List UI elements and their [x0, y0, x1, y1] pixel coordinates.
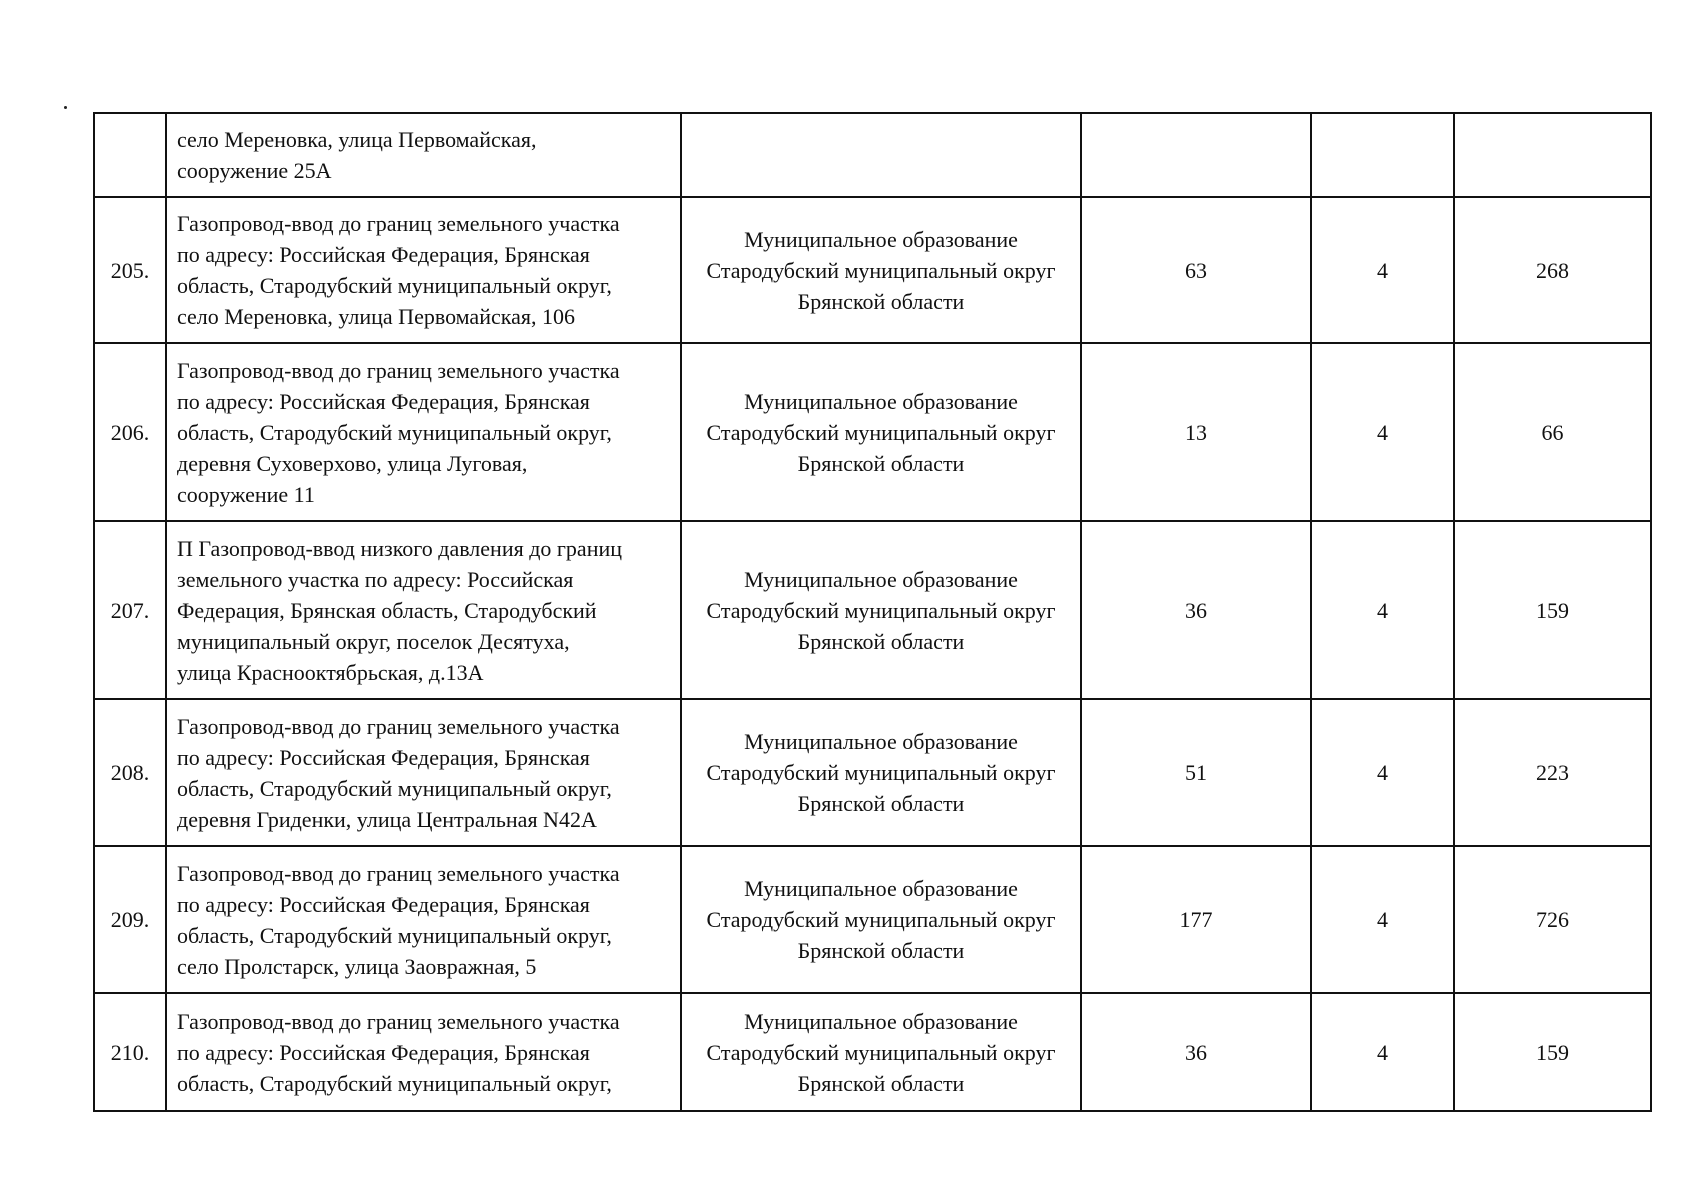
owner-cell — [681, 113, 1081, 197]
owner-line: Брянской области — [797, 1070, 965, 1096]
description-line: по адресу: Российская Федерация, Брянская — [177, 744, 590, 770]
owner-line: Муниципальное образование — [744, 226, 1018, 252]
owner-line: Муниципальное образование — [744, 876, 1018, 901]
category-value: 4 — [1311, 846, 1454, 993]
owner-line: Брянской области — [797, 628, 965, 654]
owner-cell — [681, 699, 1081, 846]
object-description — [166, 521, 681, 699]
description-line: сооружение 11 — [177, 481, 315, 507]
table-row — [94, 343, 1651, 521]
object-description — [166, 113, 681, 197]
owner-line: Муниципальное образование — [744, 1008, 1018, 1034]
cost-value — [1454, 113, 1651, 197]
owner-line: Муниципальное образование — [744, 566, 1018, 592]
owner-line: Стародубский муниципальный округ — [706, 597, 1056, 623]
description-line: улица Краснооктябрьская, д.13А — [177, 659, 484, 685]
description-line: по адресу: Российская Федерация, Брянская — [177, 1039, 590, 1065]
owner-line: Стародубский муниципальный округ — [706, 1039, 1056, 1065]
description-line: область, Стародубский муниципальный округ, — [177, 273, 612, 298]
object-description — [166, 197, 681, 343]
table-row — [94, 993, 1651, 1111]
description-line: село Пролстарск, улица Заовражная, 5 — [177, 953, 537, 979]
cost-value: 159 — [1454, 993, 1651, 1111]
table-row — [94, 521, 1651, 699]
owner-line: Брянской области — [797, 791, 965, 816]
owner-cell — [681, 197, 1081, 343]
row-number: 206. — [94, 343, 166, 521]
owner-cell — [681, 993, 1081, 1111]
category-value: 4 — [1311, 993, 1454, 1111]
description-line: область, Стародубский муниципальный округ, — [177, 922, 612, 948]
description-line: сооружение 25А — [177, 158, 332, 183]
category-value — [1311, 113, 1454, 197]
cost-value: 268 — [1454, 197, 1651, 343]
length-value: 51 — [1081, 699, 1311, 846]
table-row — [94, 113, 1651, 197]
owner-cell — [681, 846, 1081, 993]
registry-table — [93, 112, 1652, 1112]
owner-line: Муниципальное образование — [744, 729, 1018, 754]
cost-value: 726 — [1454, 846, 1651, 993]
object-description — [166, 699, 681, 846]
description-line: П Газопровод-ввод низкого давления до границ — [177, 535, 623, 561]
description-line: деревня Гриденки, улица Центральная N42А — [177, 806, 597, 832]
owner-line: Стародубский муниципальный округ — [706, 257, 1056, 283]
row-number: 210. — [94, 993, 166, 1111]
cost-value: 159 — [1454, 521, 1651, 699]
row-number: 208. — [94, 699, 166, 846]
owner-line: Брянской области — [797, 450, 965, 476]
description-line: Газопровод-ввод до границ земельного участка — [177, 1008, 620, 1034]
description-line: по адресу: Российская Федерация, Брянская — [177, 388, 590, 414]
description-line: по адресу: Российская Федерация, Брянская — [177, 242, 590, 267]
cost-value: 223 — [1454, 699, 1651, 846]
description-line: деревня Суховерхово, улица Луговая, — [177, 450, 528, 476]
owner-line: Брянской области — [797, 938, 965, 963]
description-line: область, Стародубский муниципальный округ, — [177, 419, 612, 445]
owner-line: Стародубский муниципальный округ — [706, 907, 1056, 932]
row-number: 205. — [94, 197, 166, 343]
owner-line: Брянской области — [797, 288, 965, 314]
description-line: Федерация, Брянская область, Стародубский — [177, 597, 597, 623]
description-line: область, Стародубский муниципальный округ, — [177, 775, 612, 801]
stray-mark — [64, 106, 67, 109]
category-value: 4 — [1311, 699, 1454, 846]
description-line: село Мереновка, улица Первомайская, 106 — [177, 304, 575, 329]
length-value — [1081, 113, 1311, 197]
description-line: Газопровод-ввод до границ земельного участка — [177, 357, 620, 383]
description-line: село Мереновка, улица Первомайская, — [177, 127, 537, 152]
owner-cell — [681, 521, 1081, 699]
owner-line: Муниципальное образование — [744, 388, 1018, 414]
length-value: 177 — [1081, 846, 1311, 993]
row-number — [94, 113, 166, 197]
category-value: 4 — [1311, 197, 1454, 343]
length-value: 36 — [1081, 521, 1311, 699]
description-line: муниципальный округ, поселок Десятуха, — [177, 628, 570, 654]
description-line: по адресу: Российская Федерация, Брянская — [177, 891, 590, 917]
category-value: 4 — [1311, 521, 1454, 699]
length-value: 63 — [1081, 197, 1311, 343]
owner-cell — [681, 343, 1081, 521]
row-number: 207. — [94, 521, 166, 699]
length-value: 36 — [1081, 993, 1311, 1111]
table-row — [94, 197, 1651, 343]
description-line: земельного участка по адресу: Российская — [177, 566, 574, 592]
table-row — [94, 699, 1651, 846]
row-number: 209. — [94, 846, 166, 993]
category-value: 4 — [1311, 343, 1454, 521]
object-description — [166, 846, 681, 993]
object-description — [166, 343, 681, 521]
description-line: Газопровод-ввод до границ земельного участка — [177, 713, 620, 739]
description-line: область, Стародубский муниципальный округ, — [177, 1070, 612, 1096]
table-row — [94, 846, 1651, 993]
length-value: 13 — [1081, 343, 1311, 521]
owner-line: Стародубский муниципальный округ — [706, 760, 1056, 785]
description-line: Газопровод-ввод до границ земельного участка — [177, 211, 620, 236]
owner-line: Стародубский муниципальный округ — [706, 419, 1056, 445]
description-line: Газопровод-ввод до границ земельного участка — [177, 860, 620, 886]
object-description — [166, 993, 681, 1111]
cost-value: 66 — [1454, 343, 1651, 521]
